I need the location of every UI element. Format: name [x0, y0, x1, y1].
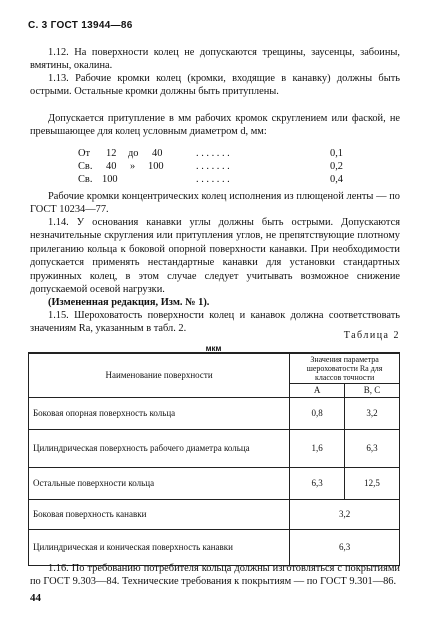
table-row [29, 397, 400, 429]
table-header-row [29, 353, 400, 383]
surface-name: Остальные поверхности кольца [29, 467, 290, 499]
column-header-class-bc: В, С [345, 383, 400, 397]
column-header-surface: Наименование поверхности [29, 353, 290, 397]
value-class-bc: 6,3 [345, 429, 400, 467]
clause-1-13: 1.13. Рабочие кромки колец (кромки, входящие в канавку) должны быть острыми. Остальные кромки должны быть притуплены. [30, 73, 400, 98]
diameter-row-value: 0,4 [330, 174, 343, 185]
diameter-row-value: 0,2 [330, 161, 343, 172]
diameter-row-from: 40 [106, 161, 117, 172]
table-row [29, 429, 400, 467]
diameter-row-to: 100 [148, 161, 164, 172]
diameter-row-prefix: Св. [78, 161, 93, 172]
surface-name: Цилиндрическая поверхность рабочего диаметра кольца [29, 429, 290, 467]
roughness-table [28, 352, 400, 566]
column-header-class-a: А [290, 383, 345, 397]
diameter-row-2 [78, 161, 378, 174]
clause-1-14: 1.14. У основания канавки углы должны быть острыми. Допускаются незначительные скругления или притупления углов, не препятствующие плотному прилеганию кольца к боковой опорной поверхности канавки. При необходимости допускается применять нестандартные канавки для установки стандартных пружинных колец, в этом случае следует учитывать возможное снижение допускаемой осевой нагрузки. [30, 217, 400, 296]
page-header: С. 3 ГОСТ 13944—86 [28, 20, 133, 31]
diameter-row-1 [78, 148, 378, 161]
clause-1-16: 1.16. По требованию потребителя кольца должны изготовляться с покрытиями по ГОСТ 9.303—84. Технические требования к покрытиям — по ГОСТ 9.301—86. [30, 563, 400, 588]
value-class-a: 0,8 [290, 397, 345, 429]
clause-1-15: 1.15. Шероховатость поверхности колец и канавок должна соответствовать значениям Ra, указанным в табл. 2. [30, 310, 400, 335]
page-number: 44 [30, 592, 41, 604]
amendment-note: (Измененная редакция, Изм. № 1). [48, 297, 210, 308]
table-row [29, 467, 400, 499]
concentric-rings-note: Рабочие кромки концентрических колец исполнения из плющеной ленты — по ГОСТ 10234—77. [30, 191, 400, 216]
column-header-value: Значения параметра шероховатости Ra для классов точности [290, 353, 400, 383]
diameter-row-from: 12 [106, 148, 117, 159]
table-unit: мкм [205, 344, 222, 353]
surface-name: Боковая поверхность канавки [29, 499, 290, 529]
diameter-row-value: 0,1 [330, 148, 343, 159]
value-class-bc: 12,5 [345, 467, 400, 499]
table-caption: Таблица 2 [343, 330, 400, 341]
diameter-row-prefix: Св. [78, 174, 93, 185]
value-class-a: 1,6 [290, 429, 345, 467]
table-row [29, 499, 400, 529]
value-merged: 6,3 [290, 529, 400, 565]
surface-name: Боковая опорная поверхность кольца [29, 397, 290, 429]
diameter-row-dots: . . . . . . . [196, 148, 230, 159]
diameter-row-connector: до [128, 148, 139, 159]
diameter-row-prefix: От [78, 148, 91, 159]
value-class-bc: 3,2 [345, 397, 400, 429]
surface-name: Цилиндрическая и коническая поверхность канавки [29, 529, 290, 565]
diameter-row-to: 40 [152, 148, 163, 159]
table-row [29, 529, 400, 565]
diameter-row-dots: . . . . . . . [196, 161, 230, 172]
value-merged: 3,2 [290, 499, 400, 529]
diameter-row-dots: . . . . . . . [196, 174, 230, 185]
diameter-row-from: 100 [102, 174, 118, 185]
clause-1-12: 1.12. На поверхности колец не допускаются трещины, заусенцы, забоины, вмятины, окалина. [30, 47, 400, 72]
diameter-row-3 [78, 174, 378, 187]
rounding-note: Допускается притупление в мм рабочих кромок скруглением или фаской, не превышающее для колец условным диаметром d, мм: [30, 113, 400, 138]
diameter-row-connector: » [130, 161, 136, 172]
value-class-a: 6,3 [290, 467, 345, 499]
